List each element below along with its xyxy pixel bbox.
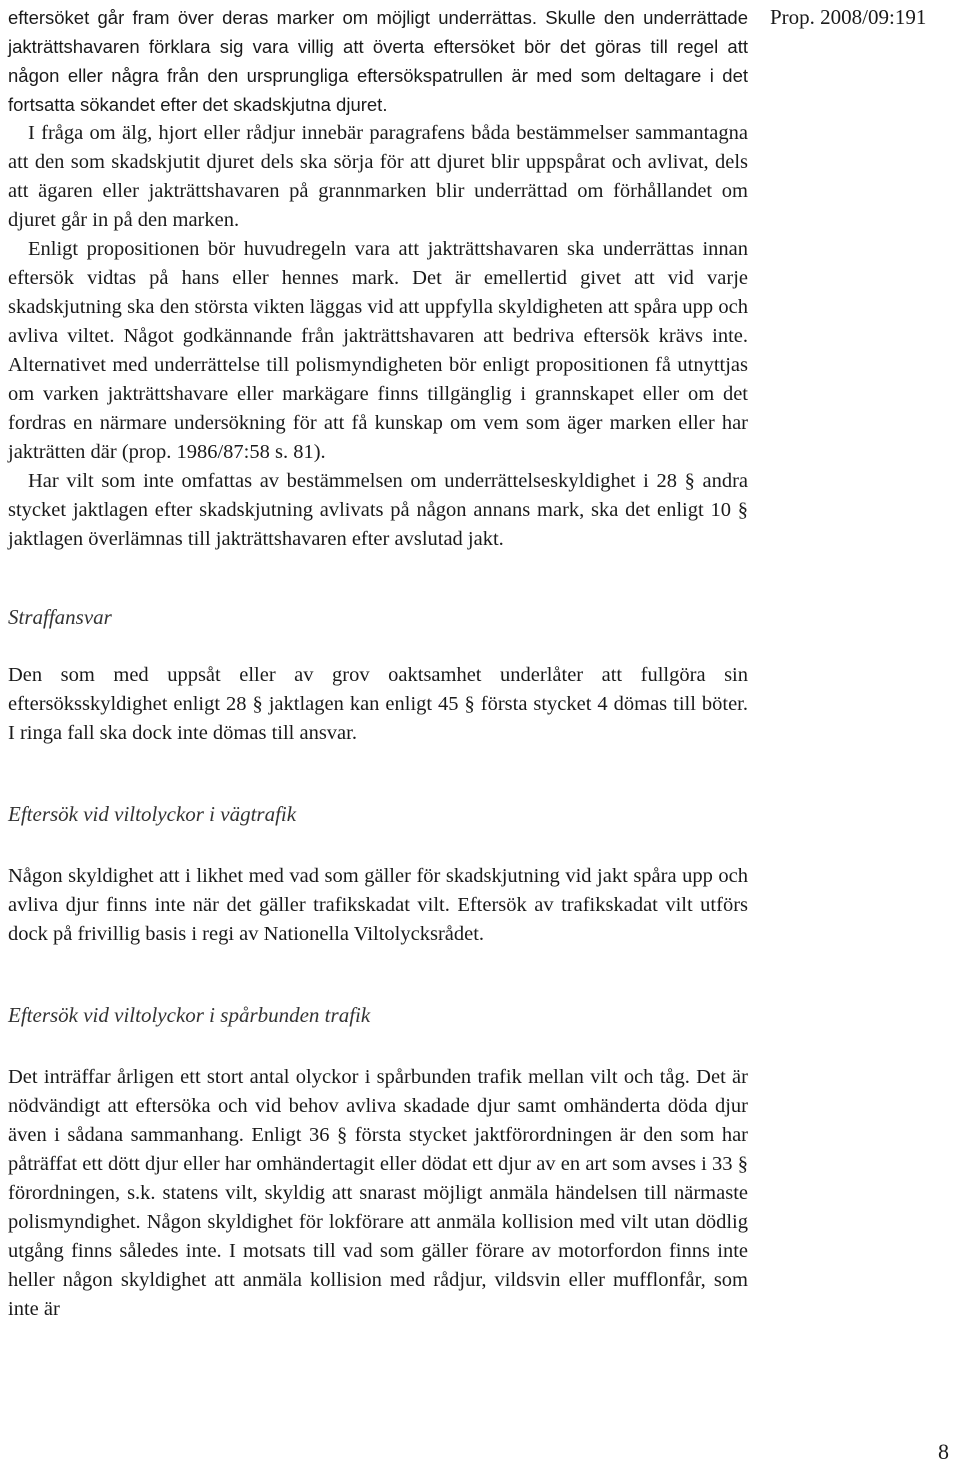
heading-gap	[8, 1030, 748, 1063]
paragraph-alg-hjort: I fråga om älg, hjort eller rådjur innebär paragrafens båda bestämmelser sammantagna att den som skadskjutit djuret dels ska sörja för att djuret blir uppspårat och avlivat, dels att ägaren eller jakträttshavaren på grannmarken blir underrättad om förhållandet om djuret går in på den marken.	[8, 122, 748, 231]
section-gap	[8, 748, 748, 800]
paragraph-underrattelseskyldighet: Har vilt som inte omfattas av bestämmelsen om underrättelseskyldighet i 28 § andra stycket jaktlagen efter skadskjutning avlivats på någon annans mark, ska det enligt 10 § jaktlagen överlämnas till jakträttshavaren efter avslutad jakt.	[8, 470, 748, 550]
page-number: 8	[938, 1439, 949, 1464]
heading-gap	[8, 829, 748, 862]
paragraph-vagtrafik: Någon skyldighet att i likhet med vad som gäller för skadskjutning vid jakt spåra upp och avliva djur finns inte när det gäller trafikskadat vilt. Eftersök av trafikskadat vilt utförs dock på frivillig basis i regi av Nationella Viltolycksrådet.	[8, 865, 748, 945]
heading-sparbunden: Eftersök vid viltolyckor i spårbunden trafik	[8, 1003, 371, 1027]
heading-straffansvar: Straffansvar	[8, 605, 112, 629]
paragraph-continuation: eftersöket går fram över deras marker om möjligt underrättas. Skulle den underrättade jakträttshavaren förklara sig vara villig att överta eftersöket bör det göras till regel att någon eller några från den ursprungliga eftersökspatrullen är med som deltagare i det fortsatta sökandet efter det skadskjutna djuret.	[8, 7, 748, 115]
heading-gap	[8, 632, 748, 661]
heading-vagtrafik: Eftersök vid viltolyckor i vägtrafik	[8, 802, 297, 826]
paragraph-straffansvar: Den som med uppsåt eller av grov oaktsamhet underlåter att fullgöra sin eftersöksskyldighet enligt 28 § jaktlagen kan enligt 45 § första stycket 4 dömas till böter. I ringa fall ska dock inte dömas till ansvar.	[8, 664, 748, 744]
section-gap	[8, 554, 748, 603]
section-gap	[8, 949, 748, 1001]
body-text	[8, 3, 748, 1324]
proposition-reference: Prop. 2008/09:191	[770, 5, 927, 29]
paragraph-huvudregeln: Enligt propositionen bör huvudregeln vara att jakträttshavaren ska underrättas innan eftersök vidtas på hans eller hennes mark. Det är emellertid givet att vid varje skadskjutning ska den största vikten läggas vid att uppfylla skyldigheten att spåra upp och avliva viltet. Något godkännande från jakträttshavaren att bedriva eftersök krävs inte. Alternativet med underrättelse till polismyndigheten bör enligt propositionen få utnyttjas om varken jakträttshavare eller markägare finns tillgänglig i grannskapet eller om det fordras en närmare undersökning för att få kunskap om vem som äger marken eller har jakträtten där (prop. 1986/87:58 s. 81).	[8, 238, 748, 463]
paragraph-sparbunden: Det inträffar årligen ett stort antal olyckor i spårbunden trafik mellan vilt och tåg. Det är nödvändigt att eftersöka och vid behov avliva skadade djur samt omhänderta döda djur även i sådana sammanhang. Enligt 36 § första stycket jaktförordningen är den som har påträffat ett dött djur eller har omhändertagit eller dödat ett djur av en art som avses i 33 § förordningen, s.k. statens vilt, skyldig att snarast möjligt anmäla händelsen till närmaste polismyndighet. Någon skyldighet för lokförare att anmäla kollision med vilt utan dödlig utgång finns således inte. I motsats till vad som gäller förare av motorfordon finns inte heller någon skyldighet att anmäla kollision med rådjur, vildsvin eller mufflonfår, som inte är	[8, 1066, 748, 1320]
